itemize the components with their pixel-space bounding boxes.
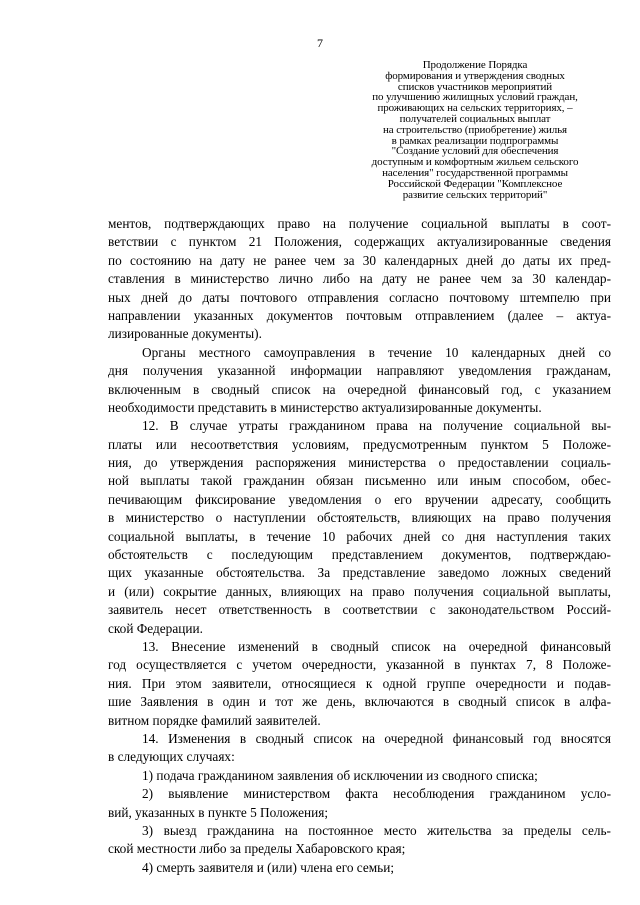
text-line: заявитель несет ответственность в соответствии с законодательством Россий- [108,602,611,618]
header-line: списков участников мероприятий [397,80,553,93]
text-line: ской Федерации. [108,620,203,636]
text-line: платы или несоответствия условиям, предусмотренным пунктом 5 Положе- [108,436,611,452]
text-line: 4) смерть заявителя и (или) члена его семьи; [142,859,395,875]
header-line: по улучшению жилищных условий граждан, [372,91,578,104]
text-line: ставления в министерство лично либо на дату не ранее чем за 30 календар- [108,271,611,287]
text-line: ния, до утверждения распоряжения министерства о предоставлении социаль- [108,455,611,471]
text-line: ной выплаты такой гражданин обязан письменно или иным способом, обес- [108,473,611,489]
text-line: ской местности либо за пределы Хабаровского края; [108,841,406,857]
text-line: обстоятельств с последующим представлением документов, подтверждаю- [108,547,611,563]
text-line: 1) подача гражданином заявления об исключении из сводного списка; [142,767,538,783]
text-line: по состоянию на дату не ранее чем за 30 календарных дней до даты их пред- [108,252,611,268]
header-line: на строительство (приобретение) жилья [382,123,567,136]
header-line: доступным и комфортным жильем сельского [371,156,579,169]
text-line: год осуществляется с учетом очередности, указанной в пунктах 7, 8 Положе- [108,657,611,673]
header-line: населения" государственной программы [382,166,568,179]
header-line: Продолжение Порядка [422,59,528,71]
text-line: в министерство о наступлении обстоятельств, влияющих на право получения [108,510,611,526]
header-line: формирования и утверждения сводных [385,69,565,82]
text-line: Органы местного самоуправления в течение 10 календарных дней со [142,344,611,360]
text-line: вий, указанных в пункте 5 Положения; [108,804,329,820]
text-line: в следующих случаях: [108,749,235,765]
header-line: в рамках реализации подпрограммы [391,134,559,147]
text-line: витном порядке фамилий заявителей. [108,712,321,728]
header-line: "Создание условий для обеспечения [391,145,559,158]
text-line: шие Заявления в один и тот же день, включаются в сводный список в алфа- [108,694,611,710]
text-line: 12. В случае утраты гражданином права на получение социальной вы- [142,418,611,434]
text-line: и (или) сокрытие данных, влияющих на право получения социальной выплаты, [108,583,611,599]
header-line: получателей социальных выплат [399,112,551,125]
text-line: щих указанные обстоятельства. За представление заведомо ложных сведений [108,565,611,581]
text-line: дня получения указанной информации направляют уведомления гражданам, [108,363,611,379]
page-number: 7 [317,36,323,50]
text-line: 3) выезд гражданина на постоянное место жительства за пределы сель- [142,822,611,838]
header-line: проживающих на сельских территориях, – [377,102,573,115]
text-line: ных дней до даты почтового отправления согласно почтовому штемпелю при [108,289,611,305]
text-line: направлении указанных документов почтовым отправлением (далее – актуа- [108,307,611,323]
text-line: социальной выплаты, в течение 10 рабочих дней со дня наступления таких [108,528,611,544]
text-line: необходимости представить в министерство актуализированные документы. [108,399,542,415]
text-line: 13. Внесение изменений в сводный список на очередной финансовый [142,638,611,654]
continuation-header [350,60,600,200]
text-line: печивающим фиксирование уведомления о его вручении адресату, сообщить [108,491,611,507]
header-line: Российской Федерации "Комплексное [387,177,563,190]
text-line: 2) выявление министерством факта несоблюдения гражданином усло- [142,786,611,802]
text-line: ментов, подтверждающих право на получение социальной выплаты в соот- [108,216,611,231]
header-line: развитие сельских территорий" [402,188,548,201]
text-line: лизированные документы). [108,326,262,342]
text-line: 14. Изменения в сводный список на очередной финансовый год вносятся [142,730,611,746]
text-line: ния. При этом заявители, относящиеся к одной группе очередности и подав- [108,675,611,691]
document-body [108,215,611,877]
text-line: включенным в сводный список на очередной финансовый год, с указанием [108,381,611,397]
text-line: ветствии с пунктом 21 Положения, содержащих актуализированные сведения [108,234,611,250]
